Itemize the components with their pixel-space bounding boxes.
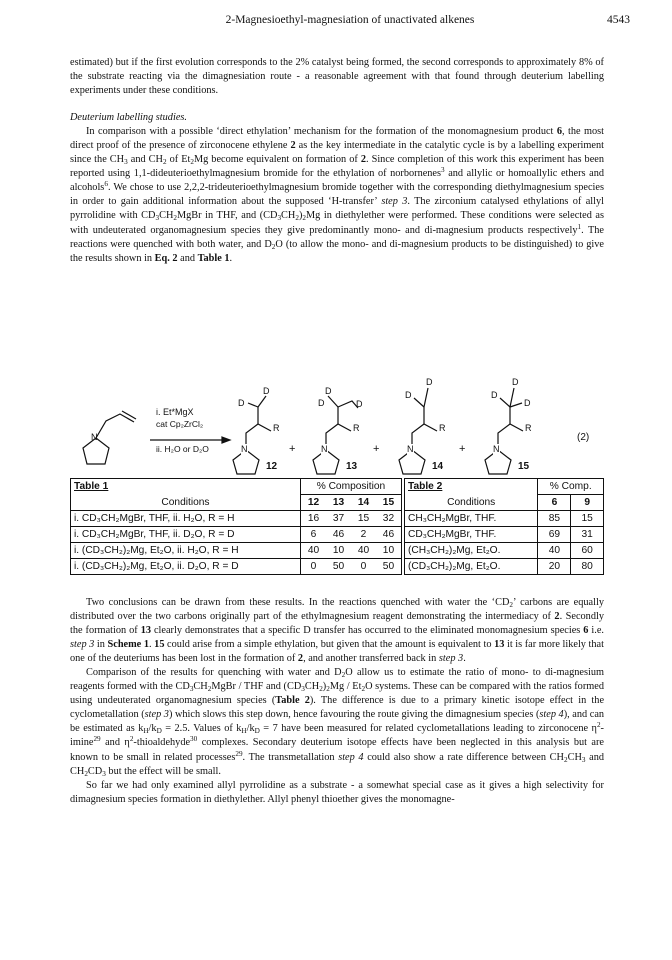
intro-paragraph: estimated) but if the first evolution corresponds to the 2% catalyst being formed, the second corresponds to approximately 8% of the substrate reacting via the dimagnesiation route - a reasonable agreement with that found through deuterium labelling experiments under these conditions.: [70, 57, 604, 97]
table-1-caption: Table 1: [74, 481, 109, 493]
section-heading: Deuterium labelling studies.: [70, 112, 187, 124]
atom-n-start: N: [91, 432, 98, 442]
reaction-scheme: [70, 358, 610, 476]
table-1-composition-header: % Composition: [300, 479, 401, 495]
table-2-composition-header: % Comp.: [538, 479, 603, 495]
atom-r-14: R: [439, 423, 446, 433]
atom-r-13: R: [353, 423, 360, 433]
table-row: [405, 559, 603, 575]
paragraph-conclusions: Two conclusions can be drawn from these results. In the reactions quenched with water the ‘$CD_2$’ carbons are equally distributed over the two carbons originally part of the ethylmagnesium reagent demonstrating the intermediacy of 2. Secondly the formation of 13 clearly demonstrates that a specific D transfer has occurred to the eliminated monomagnesium species 6 i.e. step 3 in Scheme 1. 15 could arise from a simple ethylation, but given that the amount is equivalent to 13 it is far more likely that one of the deuteriums has been lost in the formation of 2, and another transferred back in step 3.: [70, 597, 605, 665]
table-cell: 6: [300, 527, 326, 543]
atom-d-13a: D: [325, 386, 332, 396]
table-2: [404, 478, 604, 575]
table-cell: 0: [300, 559, 326, 575]
table-row: [405, 511, 603, 527]
table-2-caption: Table 2: [408, 481, 443, 493]
table-row: [71, 543, 401, 559]
table-cell: 40: [538, 543, 571, 559]
atom-n-15: N: [493, 444, 500, 454]
atom-d-12a: D: [263, 386, 270, 396]
table-cell-conditions: i. CD₃CH₂MgBr, THF, ii. D₂O, R = D: [74, 529, 235, 540]
table-row: [405, 527, 603, 543]
intro-block: [70, 56, 604, 266]
table-2-conditions-header: Conditions: [447, 496, 496, 508]
table-cell: 40: [300, 543, 326, 559]
atom-d-15b: D: [491, 390, 498, 400]
table-cell: 31: [571, 527, 603, 543]
compound-number-14: 14: [432, 461, 444, 472]
table-cell: 80: [571, 559, 603, 575]
table-cell: 40: [357, 545, 370, 556]
table-cell: 32: [382, 513, 395, 524]
table-cell: 60: [571, 543, 603, 559]
table-cell: 46: [382, 529, 395, 540]
table-cell: 85: [538, 511, 571, 527]
atom-d-14b: D: [405, 390, 412, 400]
table-cell: 20: [538, 559, 571, 575]
table-1: [70, 478, 402, 575]
reagent-catalyst: cat Cp₂ZrCl₂: [156, 419, 204, 429]
table-1-conditions-header: Conditions: [161, 496, 210, 508]
table-cell-conditions: i. (CD₃CH₂)₂Mg, Et₂O, ii. H₂O, R = H: [74, 545, 239, 556]
table-cell: 50: [382, 561, 395, 572]
table-cell-conditions: i. CD₃CH₂MgBr, THF, ii. H₂O, R = H: [74, 513, 235, 524]
paragraph-deuterium-1: In comparison with a possible ‘direct ethylation’ mechanism for the formation of the monomagnesium product 6, the most direct proof of the presence of zirconocene ethylene 2 as the key intermediate in the catalytic cycle is by a labelling experiment since the $CH_3$ and $CH_2$ of $Et_2Mg$ become equivalent on formation of 2. Since completion of this work this experiment has been reported using 1,1-dideuterioethylmagnesium bromide for the ethylation of norbornenes$^3$ and allylic or homoallylic ethers and alcohols$^6$. We chose to use 2,2,2-trideuterioethylmagnesium bromide together with the corresponding diethylmagnesium species in order to gain additional information about the supposed ‘H-transfer’ step 3. The zirconium catalysed ethylations of allyl pyrrolidine with $CD_3CH_2MgBr$ in THF, and $(CD_3CH_2)_2Mg$ in diethylether were performed. These conditions were selected as with undeuterated organomagnesium species they give predominantly mono- and di-magnesium products respectively$^1$. The reactions were quenched with both water, and $D_2O$ (to allow the mono- and di-magnesium products to be distinguished) to give the results shown in Eq. 2 and Table 1.: [70, 126, 605, 264]
reaction-arrow: [150, 437, 230, 443]
plus-sign-1: +: [289, 443, 296, 455]
atom-n-12: N: [241, 444, 248, 454]
plus-sign-3: +: [459, 443, 466, 455]
atom-r-12: R: [273, 423, 280, 433]
page-number: 4543: [607, 14, 630, 26]
atom-n-14: N: [407, 444, 414, 454]
table-cell-conditions: CH₃CH₂MgBr, THF.: [408, 513, 497, 524]
atom-d-15c: D: [524, 398, 531, 408]
compound-number-15: 15: [518, 461, 530, 472]
table-cell: 2: [360, 529, 367, 540]
running-title: 2-Magnesioethyl-magnesiation of unactivated alkenes: [225, 14, 475, 26]
table-row: [71, 559, 401, 575]
atom-d-13c: D: [356, 399, 363, 409]
table-cell: 16: [300, 511, 326, 527]
paragraph-substrates: So far we had only examined allyl pyrrolidine as a substrate - a somewhat special case as it gives a high selectivity for dimagnesium species formation in diethylether. Allyl phenyl thioether gives the monomagne-: [70, 779, 604, 805]
atom-n-13: N: [321, 444, 328, 454]
table-1-col-header: 15: [376, 495, 401, 511]
table-cell: 10: [332, 545, 345, 556]
running-header: [70, 14, 630, 30]
table-cell: 50: [332, 561, 345, 572]
table-row: [71, 527, 401, 543]
table-cell: 46: [332, 529, 345, 540]
table-cell: 15: [571, 511, 603, 527]
table-2-col-header: 6: [538, 495, 571, 511]
plus-sign-2: +: [373, 443, 380, 455]
equation-number: (2): [577, 432, 590, 443]
table-row: [405, 543, 603, 559]
table-cell: 15: [357, 513, 370, 524]
scheme-drawing: [70, 358, 610, 476]
atom-d-12b: D: [238, 398, 245, 408]
compound-number-12: 12: [266, 461, 278, 472]
table-cell-conditions: i. (CD₃CH₂)₂Mg, Et₂O, ii. D₂O, R = D: [74, 561, 239, 572]
table-cell-conditions: (CD₃CH₂)₂Mg, Et₂O.: [408, 561, 501, 572]
table-2-col-header: 9: [571, 495, 603, 511]
table-1-col-header: 12: [300, 495, 326, 511]
table-1-col-header: 14: [351, 495, 376, 511]
atom-d-14a: D: [426, 377, 433, 387]
table-1-col-header: 13: [326, 495, 351, 511]
table-cell-conditions: CD₃CH₂MgBr, THF.: [408, 529, 497, 540]
table-cell: 37: [332, 513, 345, 524]
paragraph-comparison: Comparison of the results for quenching with water and $D_2O$ allow us to estimate the ratio of mono- to di-magnesium reagents formed with the $CD_3CH_2MgBr$ / THF and $(CD_3CH_2)_2Mg / Et_2O$ systems. These can be compared with the ratios formed using undeuterated organomagnesium species (Table 2). The difference is due to a primary kinetic isotope effect in the cyclometallation (step 3) which slows this step down, hence favouring the route giving the dimagnesium species (step 4), and can be estimated as $k_H/k_D = 2.5$. Values of $k_H/k_D = 7$ have been measured for related cyclometallations leading to zirconocene $\eta^2-imine^{29}$ and $\eta^2-thioaldehyde^{30}$ complexes. Secondary deuterium isotope effects have been neglected in this analysis but are known to be small in related processes$^{29}$. The transmetallation step 4 could also show a rate difference between $CH_2CH_3$ and $CH_2CD_3$ but the effect will be small.: [70, 667, 605, 778]
table-cell-conditions: (CH₃CH₂)₂Mg, Et₂O.: [408, 545, 501, 556]
table-row: [71, 511, 401, 527]
atom-d-13b: D: [318, 398, 325, 408]
compound-number-13: 13: [346, 461, 358, 472]
lower-text-block: [70, 596, 604, 807]
table-cell: 69: [538, 527, 571, 543]
atom-r-15: R: [525, 423, 532, 433]
reagent-quench: ii. H₂O or D₂O: [156, 444, 209, 454]
table-cell: 10: [382, 545, 395, 556]
atom-d-15a: D: [512, 377, 519, 387]
table-cell: 0: [360, 561, 367, 572]
reagent-ethylmagnesium: i. Et*MgX: [156, 407, 194, 417]
